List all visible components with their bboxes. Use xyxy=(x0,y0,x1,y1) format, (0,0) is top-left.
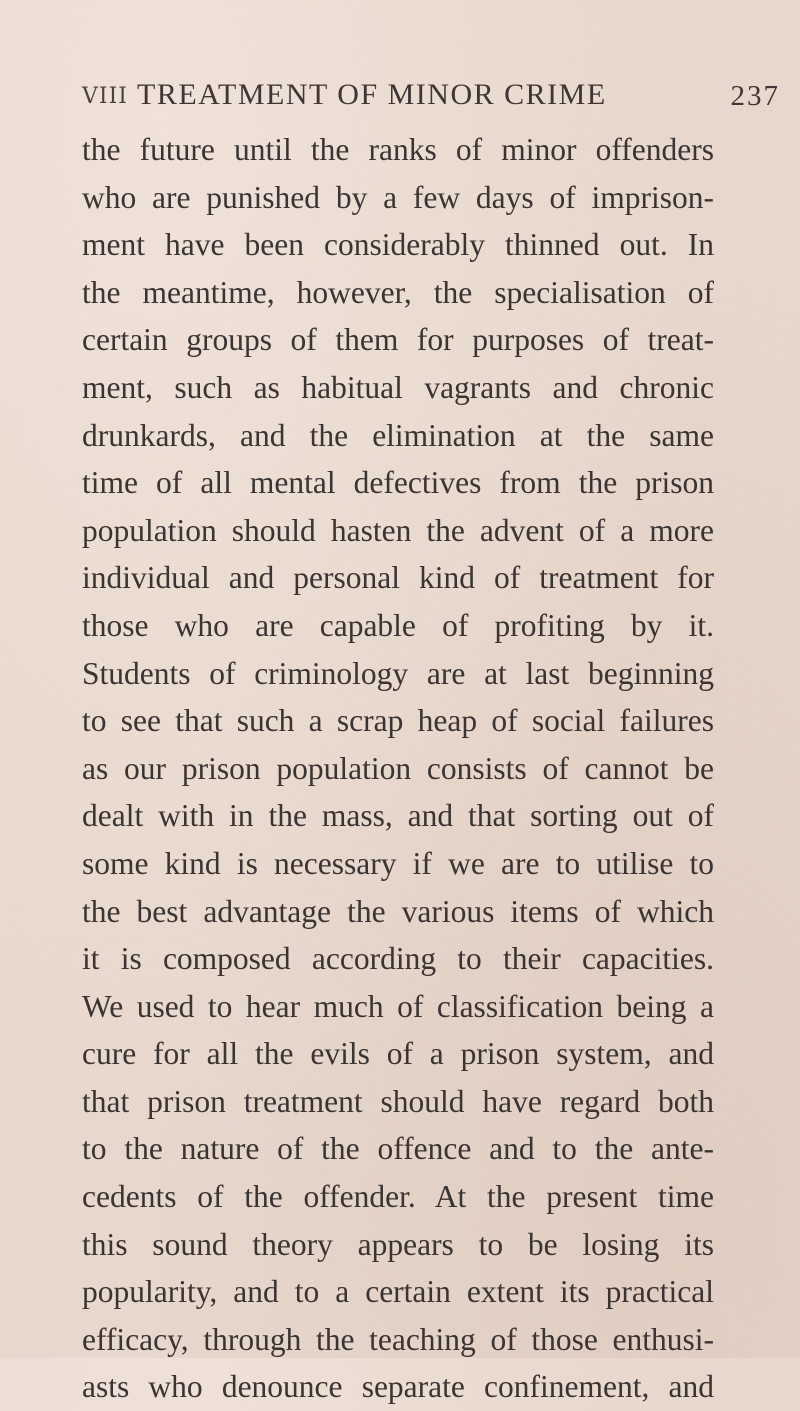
page-number: 237 xyxy=(730,80,780,112)
text-line: that prison treatment should have regard both xyxy=(82,1083,714,1119)
text-line: drunkards, and the elimination at the same xyxy=(82,417,714,453)
text-line: the future until the ranks of minor offenders xyxy=(82,132,714,167)
text-line: asts who denounce separate confinement, and xyxy=(82,1369,714,1405)
text-line: ment have been considerably thinned out. In xyxy=(82,227,714,263)
text-line: those who are capable of profiting by it. xyxy=(82,607,714,643)
text-line: time of all mental defectives from the prison xyxy=(82,465,714,501)
text-line: ment, such as habitual vagrants and chronic xyxy=(82,369,714,405)
text-line: cure for all the evils of a prison system, and xyxy=(82,1036,714,1072)
text-line: cedents of the offender. At the present time xyxy=(82,1179,714,1215)
text-line: the best advantage the various items of which xyxy=(82,893,714,929)
text-line: as our prison population consists of cannot be xyxy=(82,750,714,786)
chapter-number: VIII xyxy=(82,84,128,109)
text-line: some kind is necessary if we are to utilise to xyxy=(82,845,714,881)
text-line: to see that such a scrap heap of social failures xyxy=(82,703,714,739)
running-head xyxy=(82,78,780,118)
text-line: efficacy, through the teaching of those enthusi- xyxy=(82,1321,714,1357)
body-text xyxy=(82,126,714,1411)
text-line: this sound theory appears to be losing its xyxy=(82,1226,714,1262)
text-line: population should hasten the advent of a more xyxy=(82,512,714,548)
text-line: Students of criminology are at last beginning xyxy=(82,655,714,691)
text-line: We used to hear much of classification being a xyxy=(82,988,714,1024)
text-line: popularity, and to a certain extent its practical xyxy=(82,1274,714,1310)
text-line: to the nature of the offence and to the ante- xyxy=(82,1131,714,1167)
running-title: TREATMENT OF MINOR CRIME xyxy=(137,78,607,111)
text-line: dealt with in the mass, and that sorting out of xyxy=(82,798,714,834)
text-line: individual and personal kind of treatment for xyxy=(82,560,714,596)
text-line: the meantime, however, the specialisation of xyxy=(82,274,714,310)
text-line: who are punished by a few days of imprison- xyxy=(82,179,714,215)
text-line: it is composed according to their capacities. xyxy=(82,941,714,977)
text-line: certain groups of them for purposes of treat- xyxy=(82,322,714,358)
